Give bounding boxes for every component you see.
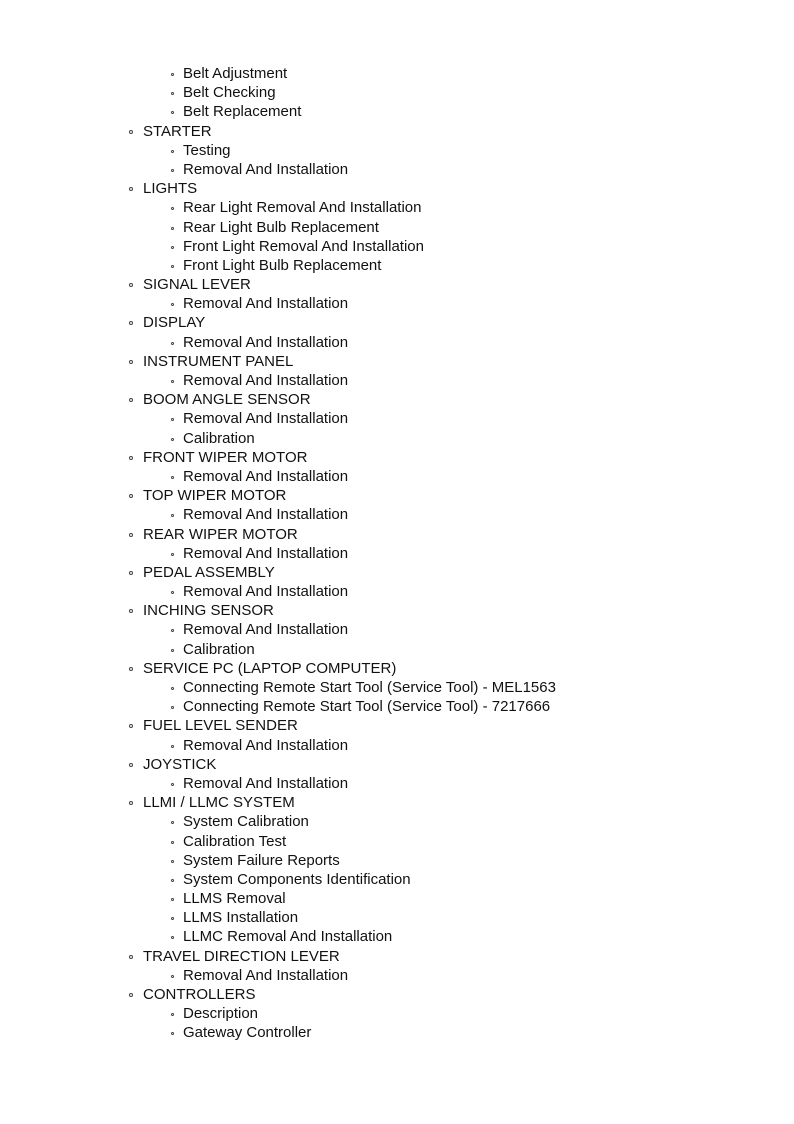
toc-section-heading <box>0 716 794 735</box>
toc-item-label: INCHING SENSOR <box>143 602 274 620</box>
toc-section-heading <box>0 122 794 141</box>
toc-item-label: Connecting Remote Start Tool (Service Tool) - MEL1563 <box>183 679 556 696</box>
toc-subsection-item <box>0 102 794 121</box>
hollow-circle-bullet-icon <box>171 246 174 249</box>
hollow-circle-bullet-icon <box>129 955 133 959</box>
toc-subsection-item <box>0 333 794 352</box>
toc-subsection-item <box>0 812 794 831</box>
toc-item-label: DISPLAY <box>143 314 206 332</box>
toc-section-heading <box>0 947 794 966</box>
toc-subsection-item <box>0 544 794 563</box>
hollow-circle-bullet-icon <box>171 169 174 172</box>
toc-item-label: PEDAL ASSEMBLY <box>143 563 275 581</box>
hollow-circle-bullet-icon <box>129 724 133 728</box>
hollow-circle-bullet-icon <box>171 342 174 345</box>
toc-item-label: Removal And Installation <box>183 333 349 351</box>
hollow-circle-bullet-icon <box>171 936 174 939</box>
toc-section-heading <box>0 179 794 198</box>
toc-item-label: Description <box>183 1005 259 1023</box>
hollow-circle-bullet-icon <box>171 418 174 421</box>
hollow-circle-bullet-icon <box>129 398 133 402</box>
hollow-circle-bullet-icon <box>171 150 174 153</box>
toc-section-heading <box>0 275 794 294</box>
toc-section-heading <box>0 486 794 505</box>
toc-subsection-item <box>0 774 794 793</box>
toc-subsection-item <box>0 851 794 870</box>
hollow-circle-bullet-icon <box>171 1013 174 1016</box>
hollow-circle-bullet-icon <box>171 745 174 748</box>
toc-section-heading <box>0 448 794 467</box>
toc-item-label: REAR WIPER MOTOR <box>143 525 298 543</box>
toc-subsection-item <box>0 697 794 716</box>
hollow-circle-bullet-icon <box>171 514 174 517</box>
hollow-circle-bullet-icon <box>129 763 133 767</box>
toc-subsection-item <box>0 256 794 275</box>
toc-item-label: Removal And Installation <box>183 160 349 178</box>
hollow-circle-bullet-icon <box>171 975 174 978</box>
toc-subsection-item <box>0 83 794 102</box>
hollow-circle-bullet-icon <box>171 438 174 441</box>
toc-item-label: TOP WIPER MOTOR <box>143 487 287 505</box>
hollow-circle-bullet-icon <box>129 993 133 997</box>
toc-item-label: Removal And Installation <box>183 467 349 485</box>
toc-item-label: Calibration Test <box>183 832 287 850</box>
hollow-circle-bullet-icon <box>129 321 133 325</box>
hollow-circle-bullet-icon <box>171 265 174 268</box>
hollow-circle-bullet-icon <box>129 130 133 134</box>
toc-item-label: Belt Replacement <box>183 103 302 121</box>
hollow-circle-bullet-icon <box>171 783 174 786</box>
toc-item-label: Gateway Controller <box>183 1024 312 1042</box>
toc-item-label: Testing <box>183 141 231 159</box>
toc-item-label: Removal And Installation <box>183 506 349 524</box>
toc-item-label: Calibration <box>183 640 255 658</box>
toc-item-label: Belt Checking <box>183 84 276 102</box>
hollow-circle-bullet-icon <box>171 898 174 901</box>
toc-subsection-item <box>0 160 794 179</box>
toc-subsection-item <box>0 294 794 313</box>
toc-subsection-item <box>0 237 794 256</box>
toc-item-label: Removal And Installation <box>183 583 349 601</box>
hollow-circle-bullet-icon <box>129 494 133 498</box>
toc-subsection-item <box>0 429 794 448</box>
toc-item-label: LLMC Removal And Installation <box>183 928 393 946</box>
toc-item-label: STARTER <box>143 122 212 140</box>
hollow-circle-bullet-icon <box>171 1032 174 1035</box>
toc-subsection-item <box>0 505 794 524</box>
toc-item-label: System Components Identification <box>183 870 411 888</box>
toc-item-label: LLMS Installation <box>183 909 299 927</box>
toc-subsection-item <box>0 1004 794 1023</box>
hollow-circle-bullet-icon <box>171 649 174 652</box>
hollow-circle-bullet-icon <box>171 111 174 114</box>
toc-item-label: Front Light Removal And Installation <box>183 237 424 255</box>
hollow-circle-bullet-icon <box>171 380 174 383</box>
toc-item-label: FRONT WIPER MOTOR <box>143 448 308 466</box>
hollow-circle-bullet-icon <box>171 227 174 230</box>
toc-section-heading <box>0 563 794 582</box>
toc-subsection-item <box>0 678 794 697</box>
toc-subsection-item <box>0 64 794 83</box>
toc-item-label: Removal And Installation <box>183 372 349 389</box>
hollow-circle-bullet-icon <box>129 609 133 613</box>
table-of-contents <box>0 64 794 1043</box>
toc-item-label: Calibration <box>183 429 255 447</box>
hollow-circle-bullet-icon <box>129 360 133 364</box>
toc-item-label: Removal And Installation <box>183 295 349 313</box>
hollow-circle-bullet-icon <box>171 841 174 844</box>
hollow-circle-bullet-icon <box>171 629 174 632</box>
toc-subsection-item <box>0 218 794 237</box>
toc-subsection-item <box>0 582 794 601</box>
hollow-circle-bullet-icon <box>129 187 133 191</box>
toc-section-heading <box>0 985 794 1004</box>
toc-item-label: Connecting Remote Start Tool (Service Tool) - 7217666 <box>183 698 551 716</box>
hollow-circle-bullet-icon <box>129 533 133 537</box>
toc-subsection-item <box>0 141 794 160</box>
toc-subsection-item <box>0 889 794 908</box>
hollow-circle-bullet-icon <box>171 92 174 95</box>
toc-item-label: BOOM ANGLE SENSOR <box>143 391 311 409</box>
toc-item-label: TRAVEL DIRECTION LEVER <box>143 947 340 965</box>
hollow-circle-bullet-icon <box>171 591 174 594</box>
hollow-circle-bullet-icon <box>129 571 133 575</box>
toc-subsection-item <box>0 908 794 927</box>
hollow-circle-bullet-icon <box>171 207 174 210</box>
toc-item-label: Removal And Installation <box>183 966 349 984</box>
toc-item-label: Removal And Installation <box>183 621 349 639</box>
toc-item-label: Rear Light Removal And Installation <box>183 199 422 217</box>
toc-item-label: System Calibration <box>183 813 309 831</box>
toc-subsection-item <box>0 870 794 889</box>
toc-item-label: INSTRUMENT PANEL <box>143 352 294 370</box>
toc-subsection-item <box>0 927 794 946</box>
toc-subsection-item <box>0 832 794 851</box>
hollow-circle-bullet-icon <box>129 801 133 805</box>
toc-item-label: LLMI / LLMC SYSTEM <box>143 794 295 812</box>
toc-item-label: Removal And Installation <box>183 544 349 562</box>
toc-section-heading <box>0 659 794 678</box>
hollow-circle-bullet-icon <box>129 283 133 287</box>
hollow-circle-bullet-icon <box>171 706 174 709</box>
toc-item-label: SIGNAL LEVER <box>143 276 251 294</box>
hollow-circle-bullet-icon <box>171 879 174 882</box>
toc-item-label: Belt Adjustment <box>183 65 288 82</box>
toc-subsection-item <box>0 198 794 217</box>
toc-item-label: Removal And Installation <box>183 410 349 428</box>
toc-section-heading <box>0 793 794 812</box>
toc-item-label: Front Light Bulb Replacement <box>183 256 382 274</box>
toc-section-heading <box>0 313 794 332</box>
hollow-circle-bullet-icon <box>171 687 174 690</box>
toc-subsection-item <box>0 620 794 639</box>
hollow-circle-bullet-icon <box>171 860 174 863</box>
hollow-circle-bullet-icon <box>171 476 174 479</box>
toc-item-label: Removal And Installation <box>183 736 349 754</box>
toc-item-label: FUEL LEVEL SENDER <box>143 717 298 735</box>
toc-item-label: Removal And Installation <box>183 774 349 792</box>
toc-item-label: LIGHTS <box>143 180 198 198</box>
toc-subsection-item <box>0 736 794 755</box>
toc-section-heading <box>0 390 794 409</box>
toc-item-label: LLMS Removal <box>183 890 286 908</box>
toc-item-label: System Failure Reports <box>183 851 340 869</box>
toc-section-heading <box>0 755 794 774</box>
hollow-circle-bullet-icon <box>171 553 174 556</box>
toc-subsection-item <box>0 371 794 390</box>
toc-item-label: JOYSTICK <box>143 755 217 773</box>
toc-subsection-item <box>0 409 794 428</box>
toc-section-heading <box>0 525 794 544</box>
hollow-circle-bullet-icon <box>171 821 174 824</box>
hollow-circle-bullet-icon <box>171 917 174 920</box>
toc-section-heading <box>0 352 794 371</box>
hollow-circle-bullet-icon <box>129 667 133 671</box>
hollow-circle-bullet-icon <box>171 73 174 76</box>
hollow-circle-bullet-icon <box>171 303 174 306</box>
toc-subsection-item <box>0 640 794 659</box>
toc-item-label: Rear Light Bulb Replacement <box>183 218 379 236</box>
toc-subsection-item <box>0 1023 794 1042</box>
toc-section-heading <box>0 601 794 620</box>
toc-subsection-item <box>0 966 794 985</box>
toc-subsection-item <box>0 467 794 486</box>
hollow-circle-bullet-icon <box>129 456 133 460</box>
toc-item-label: CONTROLLERS <box>143 986 256 1003</box>
toc-item-label: SERVICE PC (LAPTOP COMPUTER) <box>143 659 397 677</box>
